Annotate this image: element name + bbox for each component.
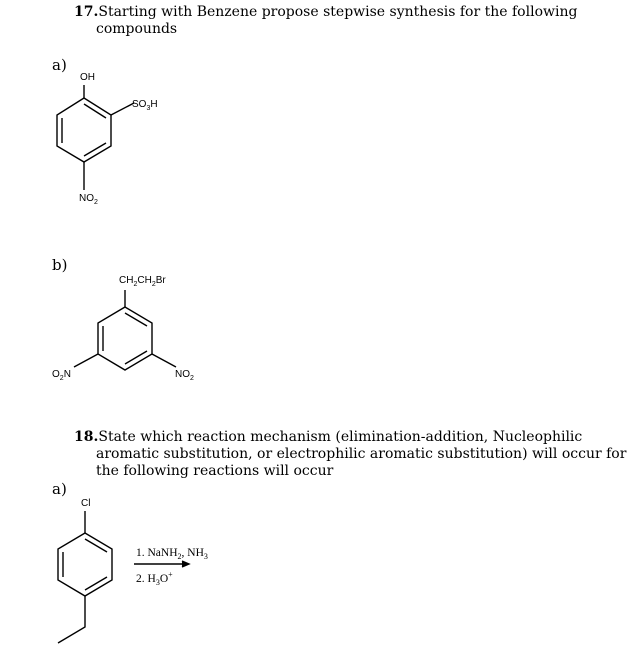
part-b-label: b) [52,256,68,274]
part-c-label: a) [52,480,67,498]
ch2ch2br-label: $CH_2CH_2Br$ [119,275,166,288]
question-number: 17. [74,4,99,20]
ring-c-double-2 [85,577,107,590]
question-text-line-3: the following reactions will occur [96,463,334,479]
reaction-arrowhead [182,561,189,567]
question-text-line-1: State which reaction mechanism (elimination-addition, Nucleophilic [98,429,583,445]
reagent-step-1: 1. NaNH$_2$, $NH_3$ [136,547,208,561]
so3h-label: $SO_3H$ [132,99,158,112]
part-a-label: a) [52,56,67,74]
reagent-step-2: 2. $H_3O^+$ [136,570,173,587]
question-text-line-1: Starting with Benzene propose stepwise synthesis for the following [98,4,578,20]
ethyl-chain [58,596,85,643]
oh-label: OH [80,72,95,83]
ring-c-double-1 [85,539,107,552]
benzene-ring-c [58,533,112,596]
no2-label: $NO_2$ [79,193,98,206]
o2n-label: $O_2N$ [52,369,71,382]
question-number: 18. [74,429,99,445]
no2-label-b: $NO_2$ [175,369,194,382]
question-text-line-2: compounds [96,21,178,37]
cl-label: Cl [81,498,91,509]
question-text-line-2: aromatic substitution, or electrophilic aromatic substitution) will occur for [96,446,627,462]
